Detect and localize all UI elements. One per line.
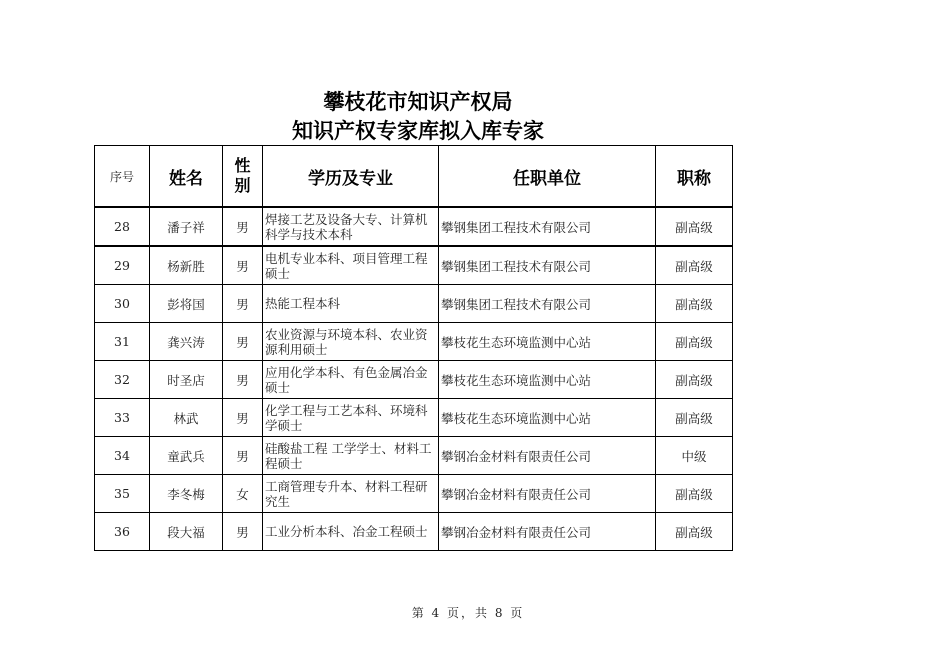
cell-unit: 攀枝花生态环境监测中心站 bbox=[439, 361, 656, 399]
cell-title: 副高级 bbox=[656, 207, 733, 246]
table-row bbox=[95, 513, 733, 551]
cell-unit: 攀钢冶金材料有限责任公司 bbox=[439, 475, 656, 513]
table-row bbox=[95, 437, 733, 475]
table-row bbox=[95, 399, 733, 437]
cell-seq: 36 bbox=[95, 513, 150, 551]
cell-title: 副高级 bbox=[656, 513, 733, 551]
header-seq: 序号 bbox=[95, 146, 150, 208]
table-row bbox=[95, 361, 733, 399]
header-gender-text: 性别 bbox=[234, 156, 251, 195]
table-row bbox=[95, 475, 733, 513]
cell-name: 李冬梅 bbox=[150, 475, 223, 513]
cell-unit: 攀钢集团工程技术有限公司 bbox=[439, 285, 656, 323]
cell-unit: 攀钢冶金材料有限责任公司 bbox=[439, 513, 656, 551]
cell-name: 童武兵 bbox=[150, 437, 223, 475]
cell-title: 副高级 bbox=[656, 361, 733, 399]
table-row bbox=[95, 323, 733, 361]
cell-unit: 攀枝花生态环境监测中心站 bbox=[439, 323, 656, 361]
cell-name: 潘子祥 bbox=[150, 207, 223, 246]
cell-title: 副高级 bbox=[656, 246, 733, 285]
cell-title: 副高级 bbox=[656, 323, 733, 361]
cell-gender: 女 bbox=[223, 475, 263, 513]
header-title: 职称 bbox=[656, 146, 733, 208]
cell-gender: 男 bbox=[223, 437, 263, 475]
cell-gender: 男 bbox=[223, 285, 263, 323]
expert-table bbox=[94, 145, 733, 551]
cell-unit: 攀钢冶金材料有限责任公司 bbox=[439, 437, 656, 475]
cell-seq: 30 bbox=[95, 285, 150, 323]
document-subtitle: 知识产权专家库拟入库专家 bbox=[292, 119, 544, 143]
table-header-row bbox=[95, 146, 733, 208]
cell-title: 副高级 bbox=[656, 285, 733, 323]
cell-seq: 29 bbox=[95, 246, 150, 285]
cell-education: 工业分析本科、冶金工程硕士 bbox=[263, 513, 439, 551]
table-row bbox=[95, 285, 733, 323]
cell-seq: 34 bbox=[95, 437, 150, 475]
cell-title: 副高级 bbox=[656, 399, 733, 437]
document-title: 攀枝花市知识产权局 bbox=[323, 90, 513, 114]
cell-education: 电机专业本科、项目管理工程硕士 bbox=[263, 246, 439, 285]
cell-gender: 男 bbox=[223, 207, 263, 246]
cell-gender: 男 bbox=[223, 399, 263, 437]
cell-name: 龚兴涛 bbox=[150, 323, 223, 361]
cell-seq: 33 bbox=[95, 399, 150, 437]
cell-title: 副高级 bbox=[656, 475, 733, 513]
cell-seq: 28 bbox=[95, 207, 150, 246]
cell-unit: 攀钢集团工程技术有限公司 bbox=[439, 246, 656, 285]
cell-name: 杨新胜 bbox=[150, 246, 223, 285]
table-row bbox=[95, 207, 733, 246]
page-indicator: 第 4 页，共 8 页 bbox=[411, 606, 525, 620]
cell-gender: 男 bbox=[223, 246, 263, 285]
cell-education: 农业资源与环境本科、农业资源利用硕士 bbox=[263, 323, 439, 361]
cell-education: 热能工程本科 bbox=[263, 285, 439, 323]
cell-unit: 攀枝花生态环境监测中心站 bbox=[439, 399, 656, 437]
cell-title: 中级 bbox=[656, 437, 733, 475]
cell-name: 时圣店 bbox=[150, 361, 223, 399]
cell-name: 彭将国 bbox=[150, 285, 223, 323]
cell-seq: 32 bbox=[95, 361, 150, 399]
header-gender bbox=[223, 146, 263, 208]
cell-education: 工商管理专升本、材料工程研究生 bbox=[263, 475, 439, 513]
cell-gender: 男 bbox=[223, 323, 263, 361]
cell-education: 焊接工艺及设备大专、计算机科学与技术本科 bbox=[263, 207, 439, 246]
cell-gender: 男 bbox=[223, 513, 263, 551]
cell-name: 段大福 bbox=[150, 513, 223, 551]
cell-education: 应用化学本科、有色金属冶金硕士 bbox=[263, 361, 439, 399]
cell-education: 硅酸盐工程 工学学士、材料工程硕士 bbox=[263, 437, 439, 475]
cell-name: 林武 bbox=[150, 399, 223, 437]
cell-education: 化学工程与工艺本科、环境科学硕士 bbox=[263, 399, 439, 437]
header-education: 学历及专业 bbox=[263, 146, 439, 208]
cell-gender: 男 bbox=[223, 361, 263, 399]
header-name: 姓名 bbox=[150, 146, 223, 208]
cell-seq: 35 bbox=[95, 475, 150, 513]
header-unit: 任职单位 bbox=[439, 146, 656, 208]
table-row bbox=[95, 246, 733, 285]
cell-seq: 31 bbox=[95, 323, 150, 361]
cell-unit: 攀钢集团工程技术有限公司 bbox=[439, 207, 656, 246]
